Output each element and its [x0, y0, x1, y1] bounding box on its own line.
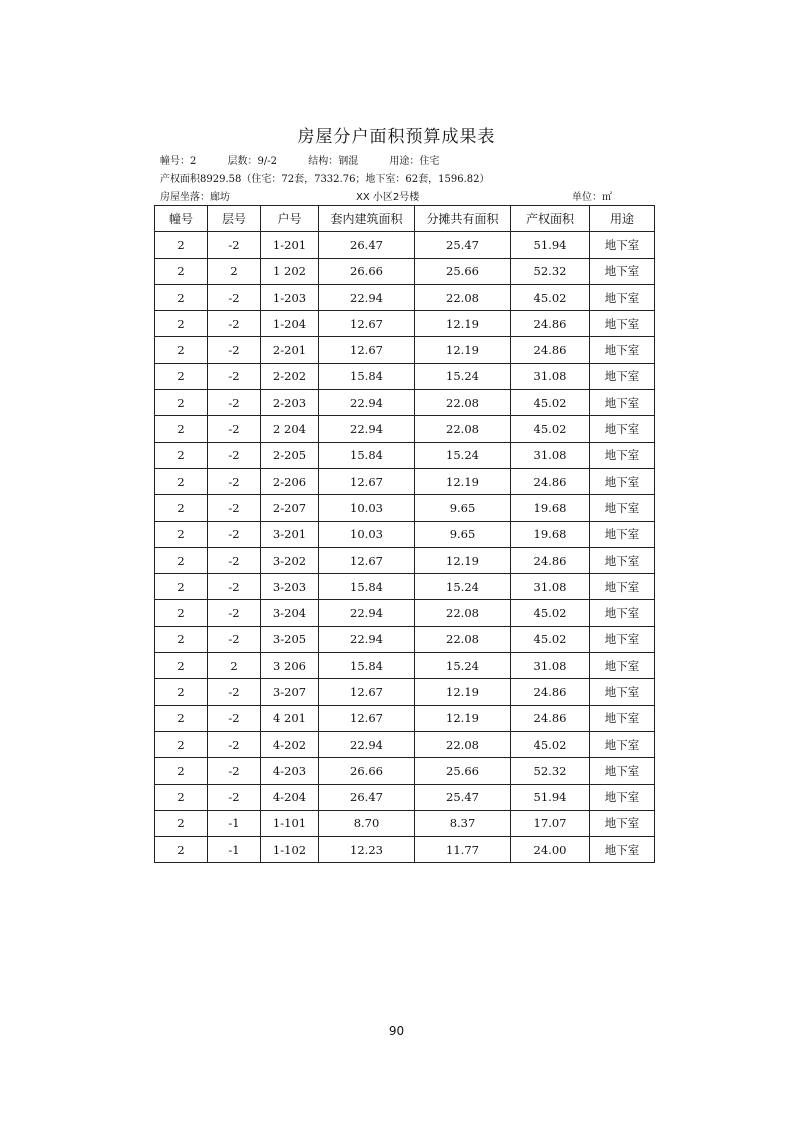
floor-cell: -2 [208, 363, 261, 389]
building-cell: 2 [155, 311, 208, 337]
property-area-cell: 31.08 [511, 574, 590, 600]
floor-cell: -2 [208, 495, 261, 521]
shared-area-cell: 12.19 [415, 311, 511, 337]
page-title: 房屋分户面积预算成果表 [297, 127, 496, 147]
usage-cell: 地下室 [590, 731, 655, 757]
shared-area-cell: 9.65 [415, 521, 511, 547]
shared-area-cell: 22.08 [415, 390, 511, 416]
unit-cell: 3-201 [261, 521, 319, 547]
shared-area-cell: 15.24 [415, 574, 511, 600]
unit-cell: 4 201 [261, 705, 319, 731]
unit-cell: 2-205 [261, 442, 319, 468]
table-row [155, 758, 655, 784]
table-row [155, 547, 655, 573]
area-unit: 单位：㎡ [572, 192, 612, 203]
unit-cell: 1-201 [261, 232, 319, 258]
shared-area-cell: 25.47 [415, 784, 511, 810]
shared-area-cell: 25.66 [415, 758, 511, 784]
floor-cell: -2 [208, 390, 261, 416]
usage-cell: 地下室 [590, 284, 655, 310]
page-number: 90 [388, 1024, 405, 1038]
usage-cell: 地下室 [590, 468, 655, 494]
building-cell: 2 [155, 758, 208, 784]
building-name: XX 小区2号楼 [356, 192, 420, 203]
table-row [155, 731, 655, 757]
table-row [155, 784, 655, 810]
column-header: 户号 [261, 206, 319, 232]
building-cell: 2 [155, 495, 208, 521]
floor-cell: -1 [208, 837, 261, 863]
unit-cell: 1 202 [261, 258, 319, 284]
unit-cell: 2 204 [261, 416, 319, 442]
usage-cell: 地下室 [590, 574, 655, 600]
shared-area-cell: 12.19 [415, 547, 511, 573]
shared-area-cell: 22.08 [415, 626, 511, 652]
unit-cell: 2-202 [261, 363, 319, 389]
unit-cell: 3-203 [261, 574, 319, 600]
building-cell: 2 [155, 705, 208, 731]
inner-area-cell: 12.67 [319, 337, 415, 363]
floor-cell: -2 [208, 521, 261, 547]
property-area-cell: 45.02 [511, 600, 590, 626]
column-header: 幢号 [155, 206, 208, 232]
building-cell: 2 [155, 574, 208, 600]
property-area-cell: 24.86 [511, 311, 590, 337]
shared-area-cell: 9.65 [415, 495, 511, 521]
table-row [155, 232, 655, 258]
column-header: 套内建筑面积 [319, 206, 415, 232]
table-row [155, 810, 655, 836]
floor-cell: -2 [208, 574, 261, 600]
table-row [155, 600, 655, 626]
property-area-cell: 24.00 [511, 837, 590, 863]
property-area-cell: 24.86 [511, 705, 590, 731]
table-header-row [155, 206, 655, 232]
inner-area-cell: 22.94 [319, 416, 415, 442]
shared-area-cell: 22.08 [415, 284, 511, 310]
property-area-cell: 17.07 [511, 810, 590, 836]
inner-area-cell: 26.66 [319, 258, 415, 284]
inner-area-cell: 12.67 [319, 705, 415, 731]
floor-cell: -2 [208, 468, 261, 494]
shared-area-cell: 22.08 [415, 600, 511, 626]
inner-area-cell: 26.47 [319, 784, 415, 810]
usage-cell: 地下室 [590, 521, 655, 547]
shared-area-cell: 15.24 [415, 363, 511, 389]
floor-cell: -2 [208, 758, 261, 784]
inner-area-cell: 26.66 [319, 758, 415, 784]
property-area-cell: 51.94 [511, 784, 590, 810]
building-cell: 2 [155, 442, 208, 468]
unit-cell: 4-204 [261, 784, 319, 810]
property-area-cell: 31.08 [511, 363, 590, 389]
table-body [155, 232, 655, 863]
unit-cell: 1-203 [261, 284, 319, 310]
table-row [155, 653, 655, 679]
inner-area-cell: 22.94 [319, 284, 415, 310]
building-number: 幢号：2 [160, 156, 197, 167]
unit-cell: 2-201 [261, 337, 319, 363]
unit-cell: 1-101 [261, 810, 319, 836]
property-area-cell: 51.94 [511, 232, 590, 258]
floor-cell: -2 [208, 232, 261, 258]
building-cell: 2 [155, 626, 208, 652]
unit-cell: 3-202 [261, 547, 319, 573]
shared-area-cell: 12.19 [415, 337, 511, 363]
property-area-cell: 31.08 [511, 442, 590, 468]
building-cell: 2 [155, 837, 208, 863]
table-row [155, 468, 655, 494]
floor-count: 层数：9/-2 [227, 156, 278, 167]
usage-cell: 地下室 [590, 679, 655, 705]
inner-area-cell: 15.84 [319, 574, 415, 600]
unit-cell: 1-204 [261, 311, 319, 337]
property-area-cell: 45.02 [511, 390, 590, 416]
floor-cell: -2 [208, 705, 261, 731]
usage-cell: 地下室 [590, 311, 655, 337]
building-cell: 2 [155, 468, 208, 494]
floor-cell: -1 [208, 810, 261, 836]
property-area-cell: 24.86 [511, 679, 590, 705]
usage-cell: 地下室 [590, 758, 655, 784]
usage-cell: 地下室 [590, 837, 655, 863]
table-row [155, 363, 655, 389]
usage-cell: 地下室 [590, 705, 655, 731]
unit-cell: 2-206 [261, 468, 319, 494]
table-row [155, 626, 655, 652]
inner-area-cell: 12.67 [319, 311, 415, 337]
structure-type: 结构：钢混 [308, 156, 359, 167]
usage-cell: 地下室 [590, 442, 655, 468]
column-header: 分摊共有面积 [415, 206, 511, 232]
inner-area-cell: 22.94 [319, 626, 415, 652]
unit-cell: 3-204 [261, 600, 319, 626]
building-cell: 2 [155, 416, 208, 442]
shared-area-cell: 25.47 [415, 232, 511, 258]
table-row [155, 390, 655, 416]
inner-area-cell: 12.67 [319, 679, 415, 705]
floor-cell: -2 [208, 547, 261, 573]
unit-cell: 2-207 [261, 495, 319, 521]
property-area-cell: 52.32 [511, 258, 590, 284]
table-row [155, 337, 655, 363]
inner-area-cell: 12.23 [319, 837, 415, 863]
usage-cell: 地下室 [590, 363, 655, 389]
inner-area-cell: 8.70 [319, 810, 415, 836]
usage-cell: 地下室 [590, 626, 655, 652]
floor-cell: -2 [208, 284, 261, 310]
shared-area-cell: 12.19 [415, 468, 511, 494]
property-area-summary: 产权面积8929.58（住宅：72套，7332.76；地下室：62套，1596.82） [160, 174, 490, 185]
usage-cell: 地下室 [590, 337, 655, 363]
shared-area-cell: 22.08 [415, 416, 511, 442]
property-area-cell: 31.08 [511, 653, 590, 679]
unit-cell: 3-205 [261, 626, 319, 652]
table-row [155, 284, 655, 310]
area-table [154, 205, 655, 863]
table-row [155, 837, 655, 863]
floor-cell: 2 [208, 653, 261, 679]
shared-area-cell: 22.08 [415, 731, 511, 757]
usage-cell: 地下室 [590, 653, 655, 679]
unit-cell: 1-102 [261, 837, 319, 863]
building-cell: 2 [155, 284, 208, 310]
table-row [155, 258, 655, 284]
building-usage: 用途：住宅 [389, 156, 440, 167]
property-area-cell: 45.02 [511, 626, 590, 652]
floor-cell: -2 [208, 311, 261, 337]
building-cell: 2 [155, 337, 208, 363]
floor-cell: -2 [208, 337, 261, 363]
floor-cell: -2 [208, 731, 261, 757]
table-row [155, 705, 655, 731]
table-row [155, 442, 655, 468]
column-header: 产权面积 [511, 206, 590, 232]
shared-area-cell: 12.19 [415, 705, 511, 731]
inner-area-cell: 22.94 [319, 390, 415, 416]
table-row [155, 495, 655, 521]
table-row [155, 679, 655, 705]
property-area-cell: 19.68 [511, 521, 590, 547]
building-meta-line [160, 152, 467, 167]
building-cell: 2 [155, 679, 208, 705]
column-header: 用途 [590, 206, 655, 232]
building-cell: 2 [155, 232, 208, 258]
shared-area-cell: 8.37 [415, 810, 511, 836]
usage-cell: 地下室 [590, 258, 655, 284]
property-area-cell: 24.86 [511, 337, 590, 363]
inner-area-cell: 12.67 [319, 468, 415, 494]
shared-area-cell: 11.77 [415, 837, 511, 863]
inner-area-cell: 22.94 [319, 600, 415, 626]
unit-cell: 2-203 [261, 390, 319, 416]
unit-cell: 4-202 [261, 731, 319, 757]
table-row [155, 521, 655, 547]
building-cell: 2 [155, 810, 208, 836]
building-cell: 2 [155, 521, 208, 547]
floor-cell: -2 [208, 784, 261, 810]
usage-cell: 地下室 [590, 784, 655, 810]
unit-cell: 3 206 [261, 653, 319, 679]
inner-area-cell: 22.94 [319, 731, 415, 757]
building-cell: 2 [155, 784, 208, 810]
property-area-cell: 45.02 [511, 416, 590, 442]
shared-area-cell: 15.24 [415, 653, 511, 679]
building-cell: 2 [155, 258, 208, 284]
inner-area-cell: 12.67 [319, 547, 415, 573]
usage-cell: 地下室 [590, 495, 655, 521]
building-cell: 2 [155, 363, 208, 389]
building-cell: 2 [155, 390, 208, 416]
property-area-cell: 24.86 [511, 547, 590, 573]
property-area-cell: 24.86 [511, 468, 590, 494]
usage-cell: 地下室 [590, 810, 655, 836]
property-area-cell: 45.02 [511, 284, 590, 310]
usage-cell: 地下室 [590, 416, 655, 442]
shared-area-cell: 12.19 [415, 679, 511, 705]
building-cell: 2 [155, 547, 208, 573]
shared-area-cell: 15.24 [415, 442, 511, 468]
floor-cell: -2 [208, 416, 261, 442]
inner-area-cell: 15.84 [319, 442, 415, 468]
building-cell: 2 [155, 653, 208, 679]
property-area-cell: 45.02 [511, 731, 590, 757]
inner-area-cell: 10.03 [319, 521, 415, 547]
property-area-cell: 52.32 [511, 758, 590, 784]
building-cell: 2 [155, 731, 208, 757]
unit-cell: 4-203 [261, 758, 319, 784]
floor-cell: -2 [208, 626, 261, 652]
inner-area-cell: 15.84 [319, 363, 415, 389]
usage-cell: 地下室 [590, 390, 655, 416]
table-row [155, 574, 655, 600]
floor-cell: -2 [208, 442, 261, 468]
shared-area-cell: 25.66 [415, 258, 511, 284]
table-row [155, 416, 655, 442]
floor-cell: -2 [208, 600, 261, 626]
building-cell: 2 [155, 600, 208, 626]
usage-cell: 地下室 [590, 547, 655, 573]
column-header: 层号 [208, 206, 261, 232]
floor-cell: -2 [208, 679, 261, 705]
inner-area-cell: 26.47 [319, 232, 415, 258]
table-row [155, 311, 655, 337]
property-area-cell: 19.68 [511, 495, 590, 521]
house-location: 房屋坐落：廊坊 [160, 192, 230, 203]
usage-cell: 地下室 [590, 232, 655, 258]
floor-cell: 2 [208, 258, 261, 284]
inner-area-cell: 10.03 [319, 495, 415, 521]
usage-cell: 地下室 [590, 600, 655, 626]
inner-area-cell: 15.84 [319, 653, 415, 679]
unit-cell: 3-207 [261, 679, 319, 705]
